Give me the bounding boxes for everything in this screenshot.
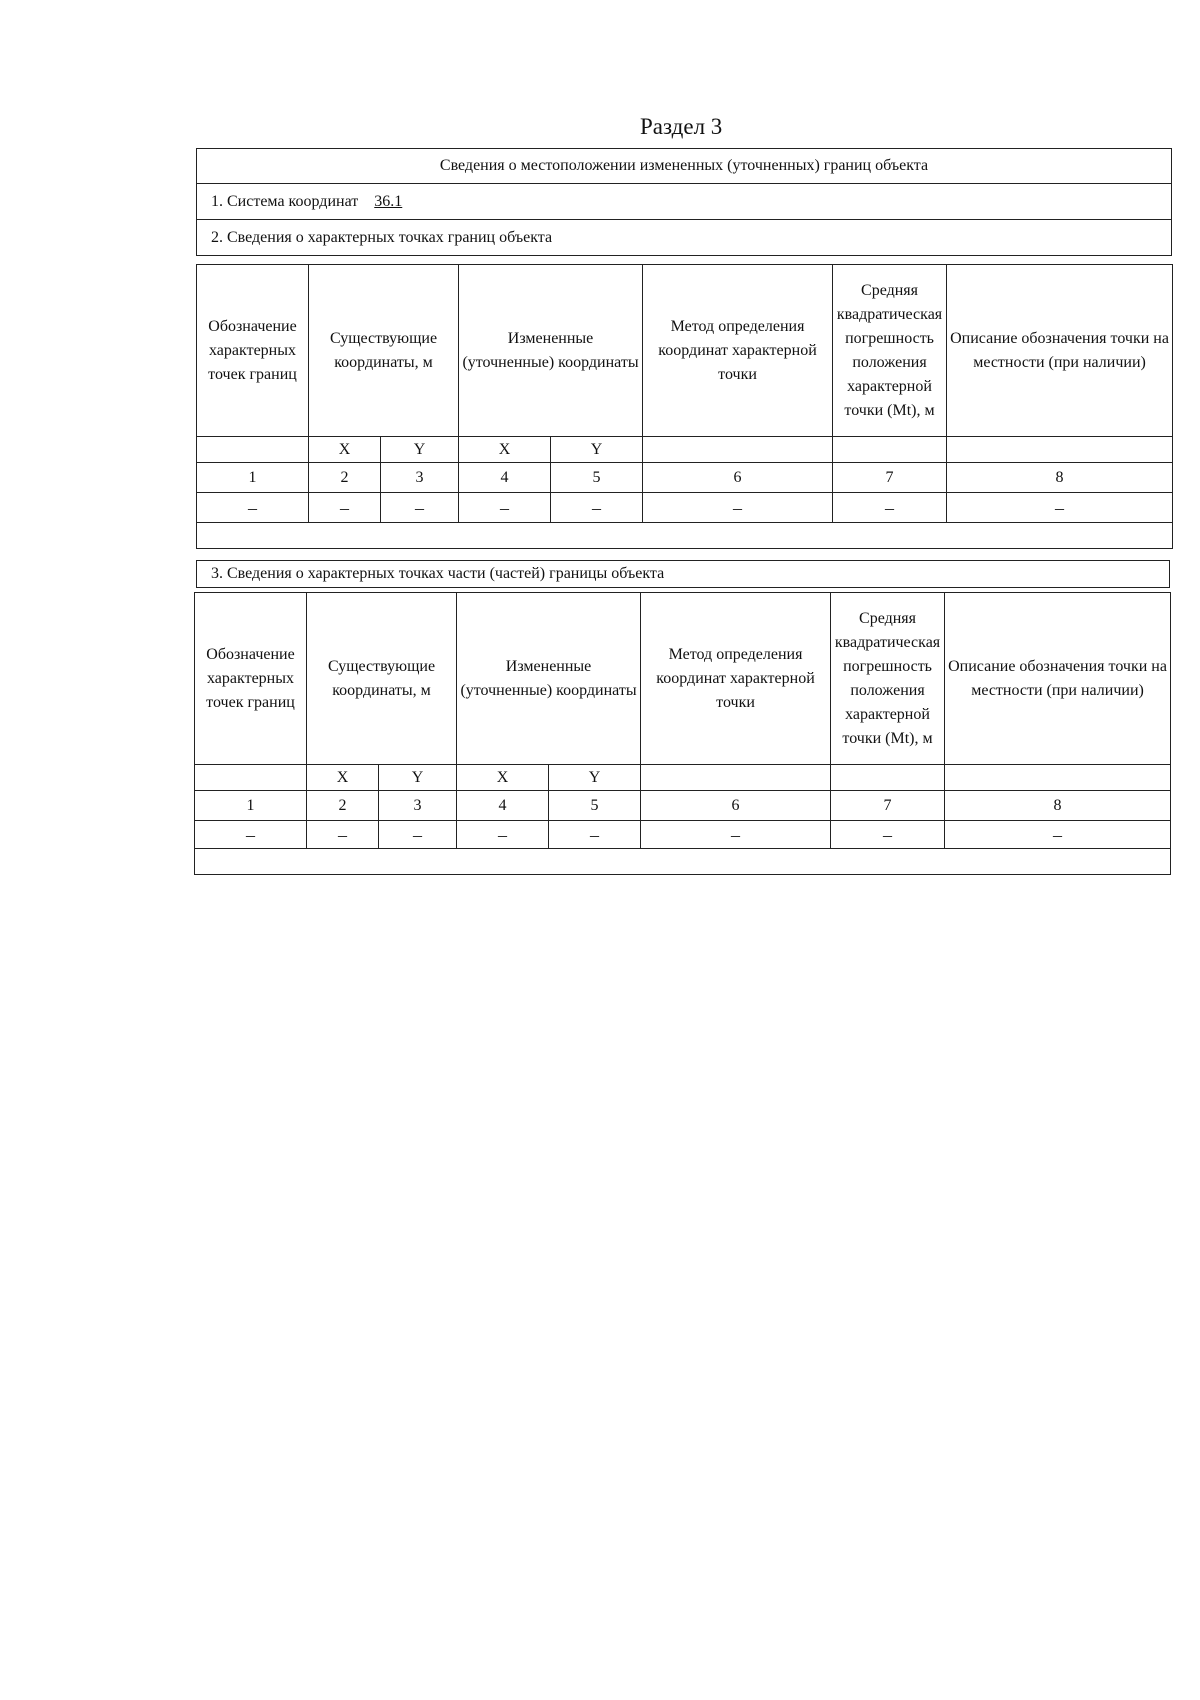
column-number: 7 xyxy=(831,791,945,821)
section3-title xyxy=(196,560,1170,588)
points-table-1 xyxy=(196,264,1173,549)
column-number: 5 xyxy=(549,791,641,821)
column-number: 3 xyxy=(379,791,457,821)
section2-title xyxy=(196,220,1172,256)
empty-cell: – xyxy=(833,493,947,523)
page-title-text: Раздел 3 xyxy=(640,114,723,139)
axis-y: Y xyxy=(549,765,641,791)
axis-blank xyxy=(833,437,947,463)
empty-cell: – xyxy=(551,493,643,523)
blank-row xyxy=(197,523,1173,549)
axis-x: X xyxy=(457,765,549,791)
empty-cell: – xyxy=(831,821,945,849)
header-existing-coords: Существующие координаты, м xyxy=(307,593,457,765)
axis-y: Y xyxy=(379,765,457,791)
blank-row xyxy=(195,849,1171,875)
column-number: 4 xyxy=(457,791,549,821)
points-table-2 xyxy=(194,592,1171,875)
empty-cell: – xyxy=(459,493,551,523)
axis-x: X xyxy=(307,765,379,791)
header-method: Метод определения координат характерной точки xyxy=(643,265,833,437)
empty-cell: – xyxy=(643,493,833,523)
section2-title-text: 2. Сведения о характерных точках границ объекта xyxy=(211,228,553,246)
column-number: 7 xyxy=(833,463,947,493)
section-heading xyxy=(196,148,1172,184)
column-number: 1 xyxy=(195,791,307,821)
axis-blank xyxy=(641,765,831,791)
axis-x: X xyxy=(309,437,381,463)
column-number: 2 xyxy=(309,463,381,493)
axis-blank xyxy=(195,765,307,791)
header-error: Средняя квадратическая погрешность положения характерной точки (Mt), м xyxy=(831,593,945,765)
header-description: Описание обозначения точки на местности (при наличии) xyxy=(945,593,1171,765)
axis-blank xyxy=(945,765,1171,791)
header-designation: Обозначение характерных точек границ xyxy=(195,593,307,765)
column-number: 6 xyxy=(643,463,833,493)
axis-blank xyxy=(197,437,309,463)
column-number: 4 xyxy=(459,463,551,493)
column-number: 3 xyxy=(381,463,459,493)
header-designation: Обозначение характерных точек границ xyxy=(197,265,309,437)
empty-cell: – xyxy=(641,821,831,849)
empty-cell: – xyxy=(379,821,457,849)
axis-blank xyxy=(643,437,833,463)
axis-blank xyxy=(831,765,945,791)
empty-cell: – xyxy=(307,821,379,849)
header-error: Средняя квадратическая погрешность положения характерной точки (Mt), м xyxy=(833,265,947,437)
empty-cell: – xyxy=(197,493,309,523)
empty-cell: – xyxy=(947,493,1173,523)
empty-cell: – xyxy=(195,821,307,849)
header-description: Описание обозначения точки на местности (при наличии) xyxy=(947,265,1173,437)
axis-y: Y xyxy=(551,437,643,463)
column-number: 1 xyxy=(197,463,309,493)
empty-cell: – xyxy=(945,821,1171,849)
empty-cell: – xyxy=(381,493,459,523)
column-number: 5 xyxy=(551,463,643,493)
column-number: 8 xyxy=(947,463,1173,493)
empty-cell: – xyxy=(549,821,641,849)
empty-cell: – xyxy=(457,821,549,849)
column-number: 6 xyxy=(641,791,831,821)
axis-y: Y xyxy=(381,437,459,463)
section3-title-text: 3. Сведения о характерных точках части (частей) границы объекта xyxy=(211,565,665,582)
column-number: 2 xyxy=(307,791,379,821)
column-number: 8 xyxy=(945,791,1171,821)
coord-system-value: 36.1 xyxy=(374,192,403,210)
header-method: Метод определения координат характерной точки xyxy=(641,593,831,765)
axis-blank xyxy=(947,437,1173,463)
coord-system-row xyxy=(196,184,1172,220)
empty-cell: – xyxy=(309,493,381,523)
coord-system-label: 1. Система координат xyxy=(211,192,359,210)
header-existing-coords: Существующие координаты, м xyxy=(309,265,459,437)
header-changed-coords: Измененные (уточненные) координаты xyxy=(457,593,641,765)
header-changed-coords: Измененные (уточненные) координаты xyxy=(459,265,643,437)
section-heading-text: Сведения о местоположении измененных (уточненных) границ объекта xyxy=(439,157,929,174)
axis-x: X xyxy=(459,437,551,463)
